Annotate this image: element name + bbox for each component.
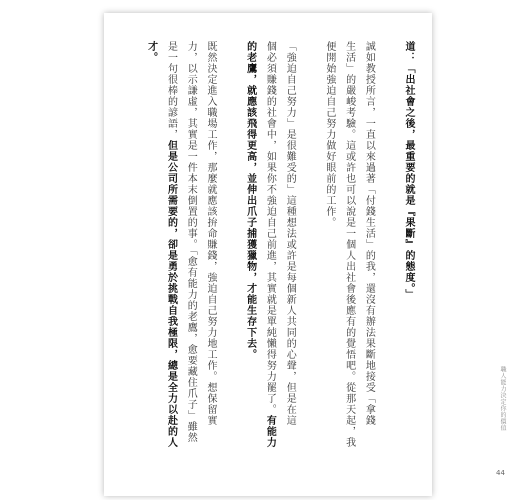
paragraph-4-line-3-bold: 但是公司所需要的，卻是勇於挑戰自我極限，總是全力以赴的人 xyxy=(165,140,177,448)
paragraph-1-line-1: 道：「出社會之後，最重要的就是『果斷』的態度。」 xyxy=(403,41,414,300)
running-head: 職人能力決定你的價值 xyxy=(499,366,506,431)
paragraph-4-line-3 xyxy=(161,41,181,448)
paragraph-gap xyxy=(220,41,240,441)
paragraph-4-line-3-text: 是一句很棒的諺語， xyxy=(165,41,177,140)
paragraph-3-line-2-bold: 有能力 xyxy=(264,415,276,448)
paragraph-3-line-2 xyxy=(260,41,280,448)
body-text xyxy=(145,41,418,448)
paragraph-3-line-3: 的老鷹，就應該飛得更高，並伸出爪子捕獲獵物，才能生存下去。 xyxy=(244,41,256,360)
paragraph-3-line-1: 「強迫自己努力」是很難受的」這種想法或許是每個新人共同的心聲，但是在這 xyxy=(284,41,296,426)
book-page xyxy=(104,13,506,496)
paragraph-2-line-1: 誠如教授所言，一直以來過著「付錢生活」的我，還沒有辦法果斷地接受「拿錢 xyxy=(363,41,375,426)
paragraph-3-line-2-text: 個必須賺錢的社會中，如果你不強迫自己前進，其實就是單純懶得努力罷了。 xyxy=(264,41,276,415)
paragraph-gap xyxy=(299,41,319,441)
paragraph-4-line-2: 力，以示謙虛，其實是一件本末倒置的事。「愈有能力的老鷹，愈要藏住爪子」雖然 xyxy=(185,41,197,443)
paragraph-2-line-2: 生活」的嚴峻考驗。這或許也可以說是一個人出社會後應有的覺悟吧。從那天起，我 xyxy=(343,41,355,448)
page-number: 44 xyxy=(496,469,505,477)
paragraph-gap xyxy=(378,41,398,441)
paragraph-4-line-4: 才。 xyxy=(145,41,157,63)
paragraph-4-line-1: 既然決定進入職場工作，那麼就應該拚命賺錢，強迫自己努力地工作。想保留實 xyxy=(205,41,217,426)
paragraph-2-line-3: 便開始強迫自己努力做好眼前的工作。 xyxy=(323,41,335,228)
